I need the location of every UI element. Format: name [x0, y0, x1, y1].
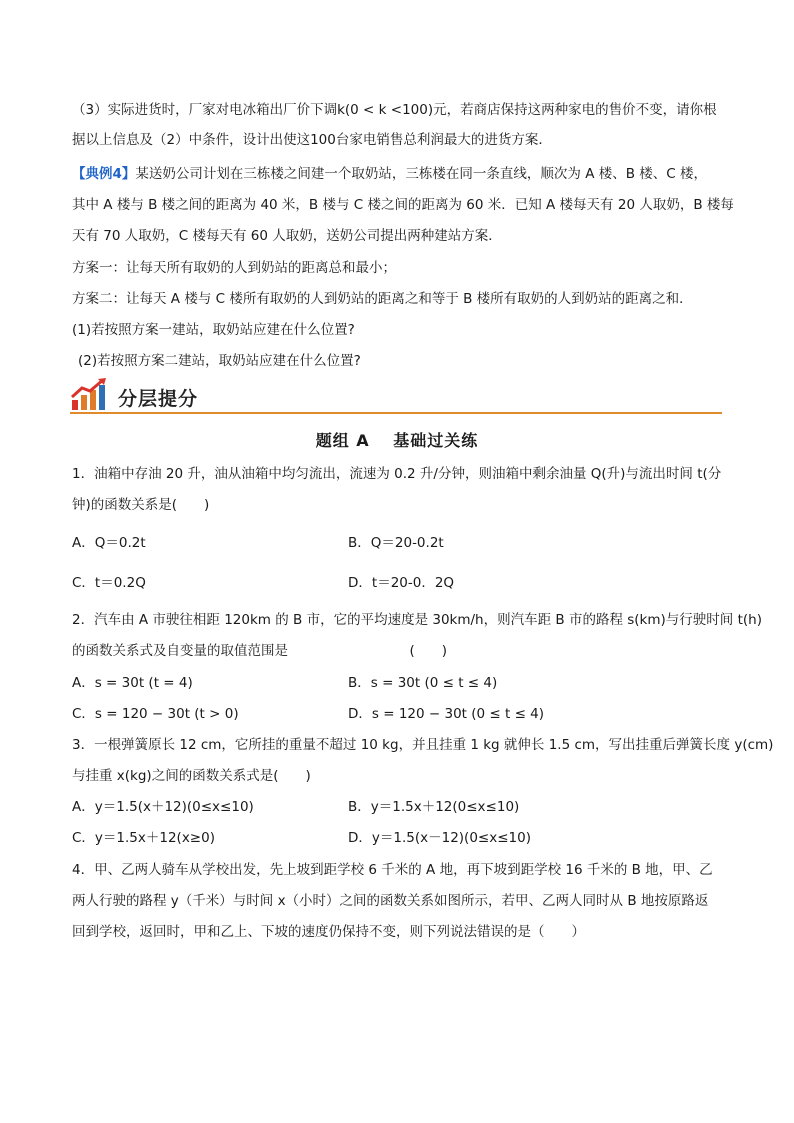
bar-chart-rising-arrow-icon: [70, 378, 110, 412]
q2-option-c: C．s = 120 − 30t (t > 0): [72, 706, 239, 722]
q1-line2: 钟)的函数关系是( ): [72, 497, 210, 513]
example4-plan2: 方案二：让每天 A 楼与 C 楼所有取奶的人到奶站的距离之和等于 B 楼所有取奶的人到奶站的距离之和．: [72, 291, 693, 307]
q4-line3: 回到学校，返回时，甲和乙上、下坡的速度仍保持不变，则下列说法错误的是（ ）: [72, 924, 585, 940]
q3-line2: 与挂重 x(kg)之间的函数关系式是( ): [72, 768, 311, 784]
example4-question1: (1)若按照方案一建站，取奶站应建在什么位置?: [72, 322, 355, 338]
q2-option-d: D．s = 120 − 30t (0 ≤ t ≤ 4): [348, 706, 545, 722]
q3-option-d: D．y＝1.5(x－12)(0≤x≤10): [348, 830, 531, 846]
q3-option-a: A．y＝1.5(x＋12)(0≤x≤10): [72, 799, 254, 815]
section-header: [70, 378, 722, 414]
part3-line1: （3）实际进货时，厂家对电冰箱出厂价下调k(0 < k <100)元，若商店保持这两种家电的售价不变，请你根: [72, 102, 717, 118]
q4-line2: 两人行驶的路程 y（千米）与时间 x（小时）之间的函数关系如图所示，若甲、乙两人同时从 B 地按原路返: [72, 893, 709, 909]
q3-option-b: B．y＝1.5x＋12(0≤x≤10): [348, 799, 520, 815]
q1-option-b: B．Q＝20-0.2t: [348, 535, 444, 551]
q2-option-a: A．s = 30t (t = 4): [72, 675, 193, 691]
section-divider: [70, 412, 722, 414]
q2-option-b: B．s = 30t (0 ≤ t ≤ 4): [348, 675, 498, 691]
example4-text1: 某送奶公司计划在三栋楼之间建一个取奶站，三栋楼在同一条直线，顺次为 A 楼、B 楼、C 楼，: [135, 166, 707, 182]
group-title: 题组 A 基础过关练: [315, 431, 479, 450]
q1-option-d: D．t＝20-0．2Q: [348, 575, 455, 591]
example4-line1: [72, 164, 732, 184]
example4-line2: 其中 A 楼与 B 楼之间的距离为 40 米，B 楼与 C 楼之间的距离为 60 米．已知 A 楼每天有 20 人取奶，B 楼每: [72, 197, 734, 213]
q1-line1: 1．油箱中存油 20 升，油从油箱中均匀流出，流速为 0.2 升/分钟，则油箱中剩余油量 Q(升)与流出时间 t(分: [72, 466, 722, 482]
q3-option-c: C．y＝1.5x＋12(x≥0): [72, 830, 215, 846]
example4-line3: 天有 70 人取奶，C 楼每天有 60 人取奶，送奶公司提出两种建站方案．: [72, 228, 502, 244]
q3-line1: 3．一根弹簧原长 12 cm，它所挂的重量不超过 10 kg，并且挂重 1 kg 就伸长 1.5 cm，写出挂重后弹簧长度 y(cm): [72, 737, 774, 753]
q1-option-a: A．Q＝0.2t: [72, 535, 146, 551]
example4-plan1: 方案一：让每天所有取奶的人到奶站的距离总和最小；: [72, 260, 396, 276]
section-title: 分层提分: [118, 388, 199, 410]
example4-question2: (2)若按照方案二建站，取奶站应建在什么位置?: [78, 353, 361, 369]
q2-line1: 2．汽车由 A 市驶往相距 120km 的 B 市，它的平均速度是 30km/h，则汽车距 B 市的路程 s(km)与行驶时间 t(h): [72, 612, 762, 628]
example4-tag: 【典例4】: [72, 166, 136, 182]
part3-line2: 据以上信息及（2）中条件，设计出使这100台家电销售总利润最大的进货方案．: [72, 132, 552, 148]
q2-line2: 的函数关系式及自变量的取值范围是 ( ): [72, 643, 448, 659]
q1-option-c: C．t＝0.2Q: [72, 575, 146, 591]
q4-line1: 4．甲、乙两人骑车从学校出发，先上坡到距学校 6 千米的 A 地，再下坡到距学校 16 千米的 B 地，甲、乙: [72, 862, 713, 878]
